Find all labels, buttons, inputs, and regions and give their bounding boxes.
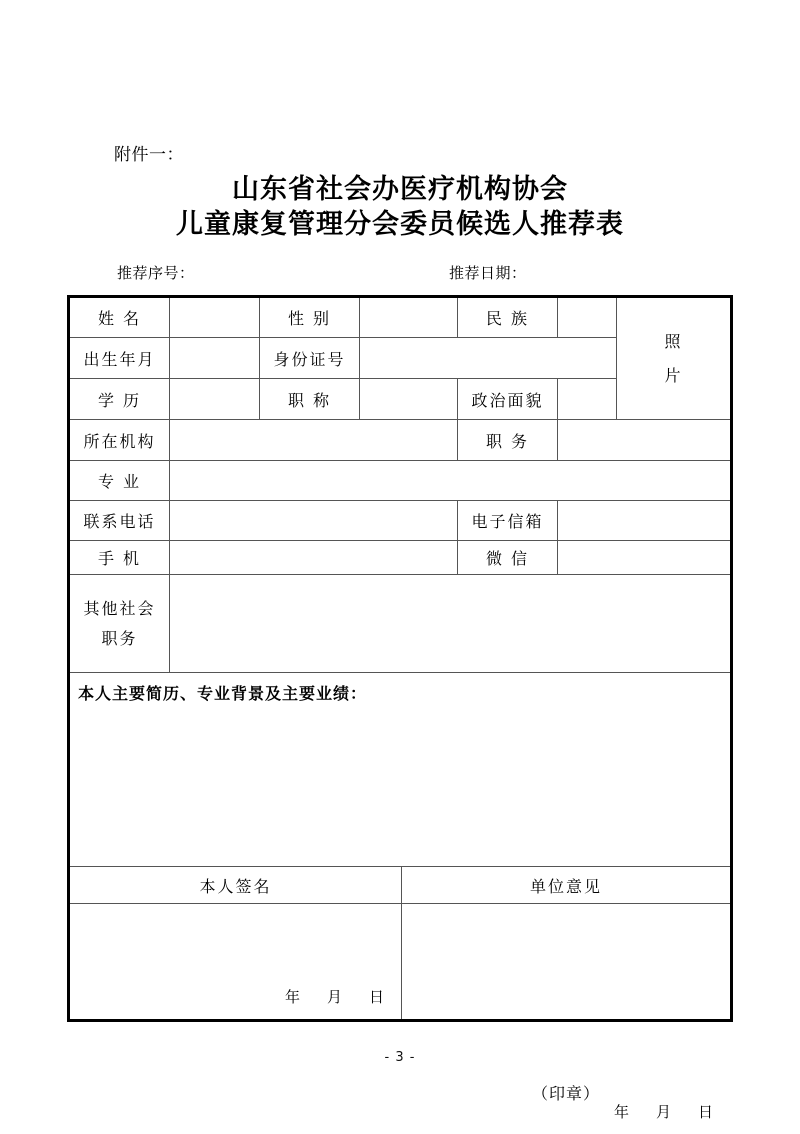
cell-unit-opinion-body[interactable]: [402, 1019, 730, 1134]
cell-education-label: 学 历: [70, 379, 170, 420]
page-number-footer: - 3 -: [384, 1050, 416, 1065]
cell-mobile-value[interactable]: [170, 541, 458, 575]
cell-political-label: 政治面貌: [458, 379, 558, 420]
cell-self-signature-body[interactable]: [70, 904, 402, 1019]
unit-date-month: 月: [655, 1103, 672, 1121]
unit-date-day: 日: [697, 1103, 714, 1121]
form-meta-row: [0, 262, 800, 284]
cell-idnumber-label: 身份证号: [260, 338, 360, 379]
cell-unit-opinion-header: 单位意见: [402, 867, 730, 904]
cell-proftitle-label: 职 称: [260, 379, 360, 420]
cell-birthdate-value[interactable]: [170, 338, 260, 379]
self-date-year: 年: [284, 988, 301, 1006]
cell-other-positions-value[interactable]: [170, 575, 730, 673]
cell-mobile-label: 手 机: [70, 541, 170, 575]
other-positions-label-line-1: 其他社会: [83, 598, 156, 618]
cell-proftitle-value[interactable]: [360, 379, 458, 420]
cell-resume-block[interactable]: 本人主要简历、专业背景及主要业绩：: [70, 673, 730, 867]
cell-gender-label: 性 别: [260, 298, 360, 338]
seal-placeholder-text: （印章）: [531, 1084, 600, 1103]
page-title: [0, 172, 800, 242]
cell-organization-label: 所在机构: [70, 420, 170, 461]
cell-other-positions-label: [70, 575, 170, 673]
cell-idnumber-value[interactable]: [360, 338, 617, 379]
self-date-day: 日: [368, 988, 385, 1006]
cell-email-label: 电子信箱: [458, 501, 558, 541]
cell-photo-placeholder[interactable]: [617, 298, 730, 420]
photo-label-line-1: 照: [664, 331, 683, 351]
cell-wechat-value[interactable]: [558, 541, 730, 575]
cell-name-label: 姓 名: [70, 298, 170, 338]
cell-ethnicity-value[interactable]: [558, 298, 617, 338]
cell-name-value[interactable]: [170, 298, 260, 338]
self-date-month: 月: [326, 988, 343, 1006]
cell-phone-label: 联系电话: [70, 501, 170, 541]
recommend-date-label: 推荐日期：: [449, 264, 527, 282]
recommend-serial-label: 推荐序号：: [117, 264, 195, 282]
cell-birthdate-label: 出生年月: [70, 338, 170, 379]
self-signature-date-line: [285, 986, 385, 1007]
cell-ethnicity-label: 民 族: [458, 298, 558, 338]
cell-self-signature-header: 本人签名: [70, 867, 402, 904]
cell-phone-value[interactable]: [170, 501, 458, 541]
title-line-1: 山东省社会办医疗机构协会: [232, 174, 568, 205]
cell-major-label: 专 业: [70, 461, 170, 501]
photo-label-line-2: 片: [664, 365, 683, 385]
cell-position-value[interactable]: [558, 420, 730, 461]
unit-opinion-date-line: [614, 1101, 714, 1122]
cell-gender-value[interactable]: [360, 298, 458, 338]
candidate-recommendation-table: [67, 295, 733, 1121]
cell-wechat-label: 微 信: [458, 541, 558, 575]
other-positions-label-line-2: 职务: [101, 628, 138, 648]
cell-organization-value[interactable]: [170, 420, 458, 461]
cell-political-value[interactable]: [558, 379, 617, 420]
unit-date-year: 年: [613, 1103, 630, 1121]
cell-major-value[interactable]: [170, 461, 730, 501]
cell-education-value[interactable]: [170, 379, 260, 420]
attachment-label: 附件一：: [114, 145, 184, 165]
title-line-2: 儿童康复管理分会委员候选人推荐表: [176, 209, 624, 240]
cell-position-label: 职 务: [458, 420, 558, 461]
cell-email-value[interactable]: [558, 501, 730, 541]
